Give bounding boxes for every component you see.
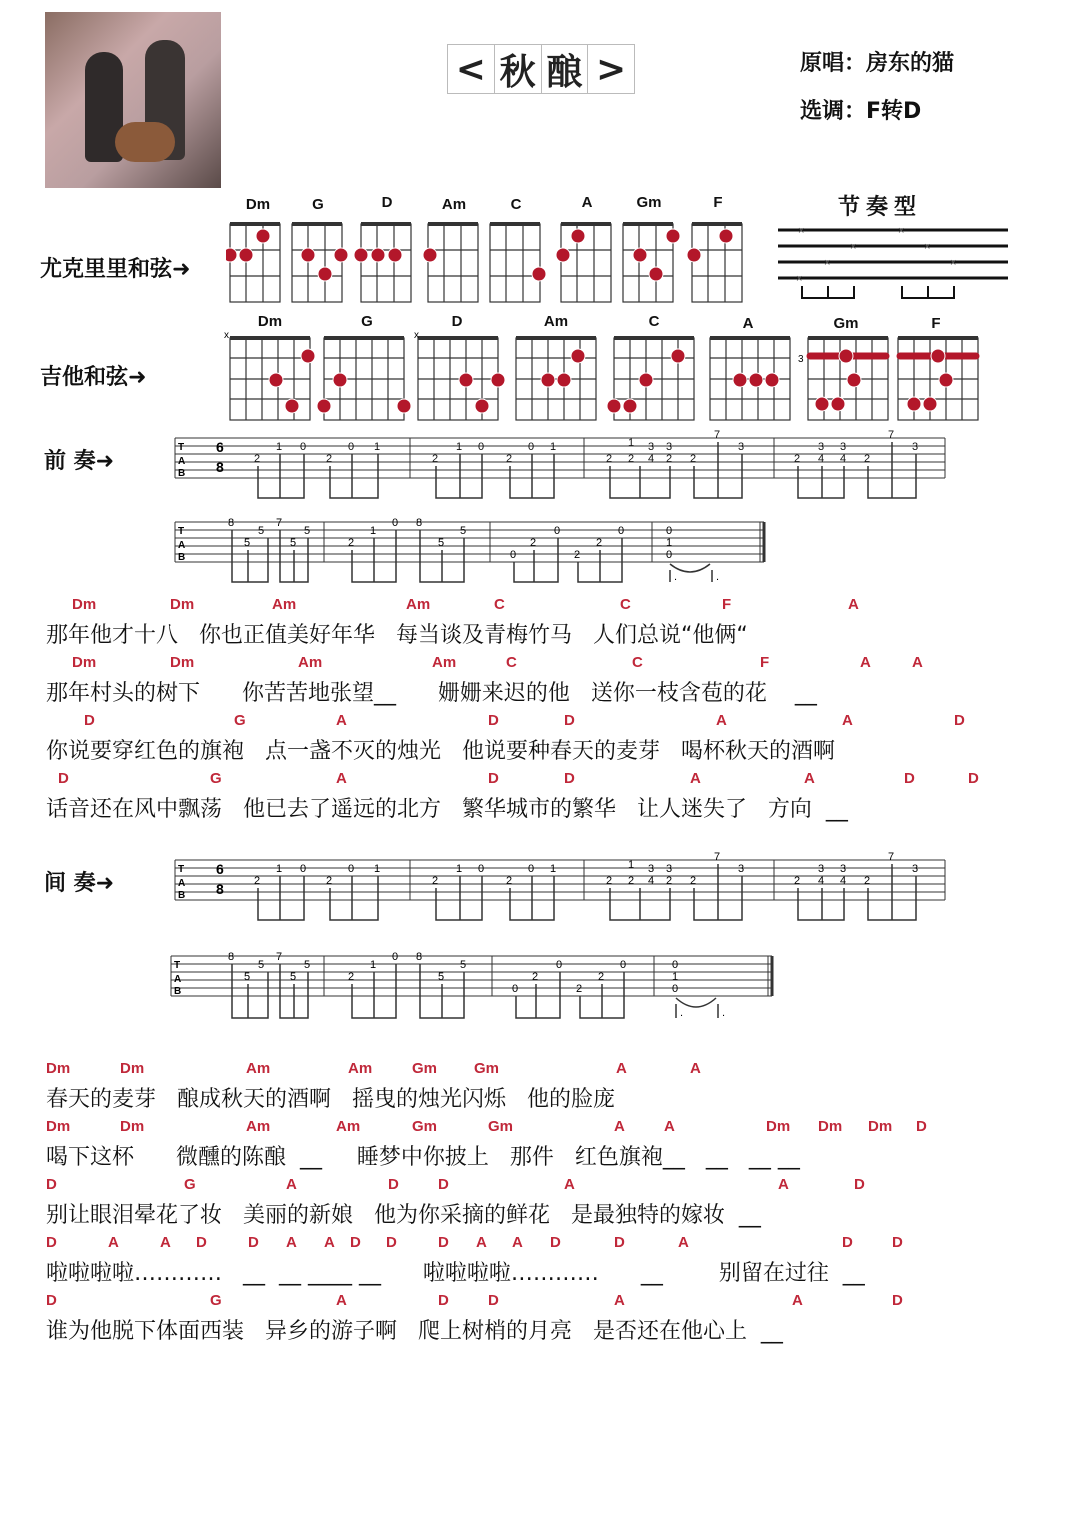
chord-label: A [690, 770, 701, 787]
chord-label: D [892, 1234, 903, 1251]
svg-text:8: 8 [216, 459, 224, 475]
svg-text:T: T [178, 526, 185, 537]
uke-chord-name: Am [441, 196, 467, 213]
svg-text:2: 2 [628, 453, 635, 465]
chord-label: Am [432, 654, 457, 671]
chord-label: A [616, 1060, 627, 1077]
chord-label: G [234, 712, 246, 729]
svg-text:0: 0 [672, 983, 679, 995]
chord-label: Gm [488, 1118, 514, 1135]
svg-text:4: 4 [840, 453, 847, 465]
svg-text:3: 3 [818, 441, 825, 453]
svg-text:2: 2 [666, 875, 673, 887]
chord-label: D [550, 1234, 561, 1251]
chord-label: A [792, 1292, 803, 1309]
chord-label: D [968, 770, 979, 787]
title-char: 酿 [542, 45, 589, 93]
chord-label: A [564, 1176, 575, 1193]
svg-text:×: × [824, 257, 831, 269]
chord-label: Dm [868, 1118, 893, 1135]
chord-label: Am [406, 596, 431, 613]
ukulele-label: 尤克里里和弦➜ [40, 257, 191, 282]
svg-text:×: × [850, 241, 857, 253]
uke-chord-name: Dm [245, 196, 271, 213]
svg-text:2: 2 [598, 971, 605, 983]
title-char: < [448, 45, 495, 93]
chord-label: G [210, 770, 222, 787]
svg-text:0: 0 [392, 517, 399, 529]
chord-label: A [108, 1234, 119, 1251]
chord-label: D [438, 1292, 449, 1309]
lyric-line [46, 596, 1036, 652]
svg-text:5: 5 [258, 525, 265, 537]
interlude-tab-line-2 [166, 944, 778, 1024]
chord-label: A [804, 770, 815, 787]
svg-text:0: 0 [392, 951, 399, 963]
chord-label: D [488, 770, 499, 787]
chord-label: C [494, 596, 505, 613]
svg-text:×: × [950, 257, 957, 269]
svg-text:0: 0 [478, 441, 485, 453]
svg-text:3: 3 [818, 863, 825, 875]
svg-text:T: T [178, 864, 185, 875]
chord-label: D [854, 1176, 865, 1193]
svg-text:0: 0 [300, 863, 307, 875]
svg-text:1: 1 [456, 441, 463, 453]
svg-text:T: T [174, 960, 181, 971]
svg-text:5: 5 [290, 971, 297, 983]
svg-text:1: 1 [374, 863, 381, 875]
chord-label: C [620, 596, 631, 613]
ukulele-chord-diagrams [226, 212, 756, 308]
chord-label: A [912, 654, 923, 671]
svg-text:5: 5 [304, 525, 311, 537]
chord-label: D [386, 1234, 397, 1251]
chord-label: D [46, 1292, 57, 1309]
chord-label: D [84, 712, 95, 729]
guitar-chord-name: Gm [833, 315, 859, 332]
chord-label: A [678, 1234, 689, 1251]
svg-text:3: 3 [840, 441, 847, 453]
chord-label: Dm [72, 596, 97, 613]
chord-label: Dm [120, 1060, 145, 1077]
svg-text:1: 1 [550, 441, 557, 453]
svg-text:x: x [224, 332, 229, 341]
svg-text:4: 4 [648, 875, 655, 887]
uke-chord-name: A [581, 194, 593, 211]
svg-text:2: 2 [606, 453, 613, 465]
chord-label: Am [298, 654, 323, 671]
chord-label: Dm [170, 596, 195, 613]
chord-label: A [476, 1234, 487, 1251]
guitar-chord-name: C [648, 313, 660, 330]
svg-text:3: 3 [912, 863, 919, 875]
svg-text:.: . [674, 571, 678, 583]
rhythm-label: 节奏型 [838, 195, 923, 220]
svg-text:A: A [178, 540, 186, 551]
intro-tab-line-2 [170, 512, 770, 584]
chord-label: D [904, 770, 915, 787]
key-info: 选调：F转D [800, 99, 922, 124]
uke-chord-name: Gm [636, 194, 662, 211]
svg-text:2: 2 [864, 875, 871, 887]
chord-label: G [184, 1176, 196, 1193]
svg-text:2: 2 [326, 453, 333, 465]
svg-text:1: 1 [276, 441, 283, 453]
guitar-chord-name: A [742, 315, 754, 332]
chord-label: D [438, 1176, 449, 1193]
svg-text:5: 5 [460, 525, 467, 537]
svg-text:8: 8 [416, 517, 423, 529]
svg-text:6: 6 [216, 439, 224, 455]
chord-label: D [46, 1234, 57, 1251]
svg-text:2: 2 [348, 537, 355, 549]
svg-text:4: 4 [648, 453, 655, 465]
rhythm-pattern [776, 220, 1012, 304]
svg-text:0: 0 [510, 549, 517, 561]
svg-text:2: 2 [690, 453, 697, 465]
chord-label: A [842, 712, 853, 729]
svg-text:B: B [174, 986, 182, 997]
svg-text:7: 7 [276, 517, 283, 529]
svg-text:5: 5 [438, 971, 445, 983]
chord-label: Dm [46, 1118, 71, 1135]
chord-label: Gm [412, 1118, 438, 1135]
svg-text:B: B [178, 468, 186, 479]
original-singer: 原唱：房东的猫 [800, 51, 955, 76]
svg-text:2: 2 [532, 971, 539, 983]
svg-text:0: 0 [528, 863, 535, 875]
lyric-line [46, 770, 1036, 826]
svg-text:0: 0 [618, 525, 625, 537]
chord-label: Am [336, 1118, 361, 1135]
chord-label: A [160, 1234, 171, 1251]
svg-text:0: 0 [512, 983, 519, 995]
chord-label: Gm [474, 1060, 500, 1077]
intro-tab-line-1 [170, 428, 950, 500]
chord-label: F [760, 654, 770, 671]
svg-text:2: 2 [690, 875, 697, 887]
svg-text:x: x [414, 332, 419, 341]
svg-text:0: 0 [554, 525, 561, 537]
svg-text:2: 2 [254, 875, 261, 887]
chord-label: A [716, 712, 727, 729]
chord-label: Am [272, 596, 297, 613]
chord-label: Gm [412, 1060, 438, 1077]
svg-text:7: 7 [714, 851, 721, 863]
svg-text:1: 1 [456, 863, 463, 875]
svg-text:3: 3 [648, 441, 655, 453]
lyric-line [46, 1234, 1036, 1290]
chord-label: A [614, 1118, 625, 1135]
svg-text:2: 2 [530, 537, 537, 549]
svg-text:0: 0 [672, 959, 679, 971]
svg-text:0: 0 [556, 959, 563, 971]
svg-text:2: 2 [254, 453, 261, 465]
svg-text:2: 2 [606, 875, 613, 887]
chord-label: A [778, 1176, 789, 1193]
chord-label: D [842, 1234, 853, 1251]
interlude-label: 间 奏➜ [44, 871, 115, 896]
intro-label: 前 奏➜ [44, 449, 115, 474]
svg-text:×: × [898, 225, 905, 237]
guitar-chord-name: Am [543, 313, 569, 330]
svg-text:3: 3 [738, 441, 745, 453]
svg-text:B: B [178, 552, 186, 563]
svg-text:4: 4 [840, 875, 847, 887]
uke-chord-name: G [312, 196, 324, 213]
svg-text:1: 1 [550, 863, 557, 875]
chord-label: D [488, 712, 499, 729]
svg-text:3: 3 [738, 863, 745, 875]
svg-text:0: 0 [666, 525, 673, 537]
svg-text:2: 2 [432, 875, 439, 887]
chord-label: Dm [766, 1118, 791, 1135]
chord-label: D [46, 1176, 57, 1193]
chord-label: D [58, 770, 69, 787]
svg-text:0: 0 [348, 863, 355, 875]
svg-text:×: × [796, 273, 803, 285]
svg-text:A: A [174, 974, 182, 985]
lyric-line [46, 1176, 1036, 1232]
chord-label: Am [246, 1060, 271, 1077]
guitar-chord-name: Dm [257, 313, 283, 330]
song-title [447, 44, 635, 94]
svg-text:6: 6 [216, 861, 224, 877]
chord-label: D [614, 1234, 625, 1251]
svg-text:1: 1 [276, 863, 283, 875]
chord-label: D [564, 770, 575, 787]
svg-text:2: 2 [794, 453, 801, 465]
chord-label: C [506, 654, 517, 671]
lyric-text: 谁为他脱下体面西装 异乡的游子啊 爬上树梢的月亮 是否还在他心上 __ [46, 1319, 783, 1344]
lyric-line [46, 712, 1036, 768]
chord-label: D [196, 1234, 207, 1251]
svg-text:5: 5 [304, 959, 311, 971]
svg-text:A: A [178, 878, 186, 889]
svg-text:2: 2 [506, 453, 513, 465]
chord-label: A [512, 1234, 523, 1251]
chord-label: Dm [818, 1118, 843, 1135]
svg-text:2: 2 [348, 971, 355, 983]
svg-text:1: 1 [666, 537, 673, 549]
svg-text:8: 8 [416, 951, 423, 963]
svg-text:1: 1 [628, 437, 635, 449]
chord-label: D [954, 712, 965, 729]
svg-text:2: 2 [326, 875, 333, 887]
title-char: > [596, 48, 627, 90]
svg-text:3: 3 [912, 441, 919, 453]
guitar-chord-diagrams [222, 332, 992, 422]
chord-label: A [860, 654, 871, 671]
lyric-text: 你说要穿红色的旗袍 点一盏不灭的烛光 他说要种春天的麦芽 喝杯秋天的酒啊 [46, 739, 835, 764]
lyric-text: 那年村头的树下 你苦苦地张望__ 姗姗来迟的他 送你一枝含苞的花 __ [46, 681, 817, 706]
singer-photo [45, 12, 221, 188]
svg-text:3: 3 [666, 863, 673, 875]
svg-text:8: 8 [228, 951, 235, 963]
svg-text:5: 5 [244, 537, 251, 549]
chord-label: Dm [72, 654, 97, 671]
lyric-line [46, 654, 1036, 710]
lyric-text: 啦啦啦啦………… __ __ ____ __ 啦啦啦啦………… __ 别留在过往 __ [46, 1261, 865, 1286]
chord-label: F [722, 596, 732, 613]
guitar-chord-name: F [931, 315, 941, 332]
guitar-chord-name: G [361, 313, 373, 330]
uke-chord-name: F [713, 194, 723, 211]
svg-text:1: 1 [370, 525, 377, 537]
lyric-line [46, 1118, 1036, 1174]
svg-text:.: . [716, 571, 720, 583]
svg-text:5: 5 [258, 959, 265, 971]
chord-label: A [336, 770, 347, 787]
lyric-text: 别让眼泪晕花了妆 美丽的新娘 他为你采摘的鲜花 是最独特的嫁妆 __ [46, 1203, 761, 1228]
chord-label: D [488, 1292, 499, 1309]
svg-text:7: 7 [888, 851, 895, 863]
interlude-tab-line-1 [170, 850, 950, 922]
svg-text:2: 2 [574, 549, 581, 561]
svg-text:7: 7 [888, 429, 895, 441]
chord-label: D [248, 1234, 259, 1251]
chord-label: D [438, 1234, 449, 1251]
title-char: 秋 [495, 45, 542, 93]
lyric-text: 春天的麦芽 酿成秋天的酒啊 摇曳的烛光闪烁 他的脸庞 [46, 1087, 615, 1112]
svg-text:1: 1 [374, 441, 381, 453]
chord-label: Dm [46, 1060, 71, 1077]
chord-label: D [892, 1292, 903, 1309]
chord-label: A [336, 1292, 347, 1309]
svg-text:8: 8 [216, 881, 224, 897]
svg-text:×: × [924, 241, 931, 253]
svg-text:2: 2 [864, 453, 871, 465]
svg-text:5: 5 [460, 959, 467, 971]
svg-text:1: 1 [370, 959, 377, 971]
chord-label: D [916, 1118, 927, 1135]
svg-text:5: 5 [290, 537, 297, 549]
lyric-text: 喝下这杯 微醺的陈酿 __ 睡梦中你披上 那件 红色旗袍__ __ __ __ [46, 1145, 800, 1170]
chord-label: D [564, 712, 575, 729]
uke-chord-name: D [381, 194, 393, 211]
svg-text:3: 3 [840, 863, 847, 875]
chord-label: A [664, 1118, 675, 1135]
chord-label: G [210, 1292, 222, 1309]
svg-text:1: 1 [628, 859, 635, 871]
svg-text:2: 2 [628, 875, 635, 887]
chord-label: A [614, 1292, 625, 1309]
chord-label: A [848, 596, 859, 613]
svg-text:5: 5 [438, 537, 445, 549]
chord-label: A [286, 1176, 297, 1193]
svg-text:0: 0 [478, 863, 485, 875]
svg-text:0: 0 [300, 441, 307, 453]
svg-text:A: A [178, 456, 186, 467]
guitar-label: 吉他和弦➜ [40, 365, 147, 390]
lyric-text: 那年他才十八 你也正值美好年华 每当谈及青梅竹马 人们总说“他俩“ [46, 623, 748, 648]
lyric-line [46, 1060, 1036, 1116]
svg-text:.: . [680, 1007, 684, 1019]
svg-text:2: 2 [596, 537, 603, 549]
svg-text:2: 2 [794, 875, 801, 887]
svg-text:7: 7 [276, 951, 283, 963]
guitar-chord-name: D [451, 313, 463, 330]
svg-text:5: 5 [244, 971, 251, 983]
chord-label: D [350, 1234, 361, 1251]
svg-text:×: × [798, 225, 805, 237]
svg-text:3: 3 [798, 354, 804, 365]
svg-text:2: 2 [506, 875, 513, 887]
svg-text:8: 8 [228, 517, 235, 529]
svg-text:.: . [722, 1007, 726, 1019]
chord-label: Am [348, 1060, 373, 1077]
chord-label: A [324, 1234, 335, 1251]
chord-label: A [286, 1234, 297, 1251]
svg-text:7: 7 [714, 429, 721, 441]
chord-label: Dm [170, 654, 195, 671]
uke-chord-name: C [510, 196, 522, 213]
lyric-line [46, 1292, 1036, 1348]
svg-text:2: 2 [432, 453, 439, 465]
chord-label: Am [246, 1118, 271, 1135]
svg-text:1: 1 [672, 971, 679, 983]
svg-text:2: 2 [576, 983, 583, 995]
svg-text:4: 4 [818, 875, 825, 887]
svg-text:0: 0 [348, 441, 355, 453]
svg-text:0: 0 [528, 441, 535, 453]
svg-text:3: 3 [666, 441, 673, 453]
lyric-text: 话音还在风中飘荡 他已去了遥远的北方 繁华城市的繁华 让人迷失了 方向 __ [46, 797, 848, 822]
svg-text:0: 0 [620, 959, 627, 971]
svg-text:2: 2 [666, 453, 673, 465]
chord-label: D [388, 1176, 399, 1193]
chord-label: C [632, 654, 643, 671]
chord-label: Dm [120, 1118, 145, 1135]
svg-text:B: B [178, 890, 186, 901]
svg-text:3: 3 [648, 863, 655, 875]
svg-text:T: T [178, 442, 185, 453]
svg-text:4: 4 [818, 453, 825, 465]
svg-text:0: 0 [666, 549, 673, 561]
chord-label: A [336, 712, 347, 729]
chord-label: A [690, 1060, 701, 1077]
